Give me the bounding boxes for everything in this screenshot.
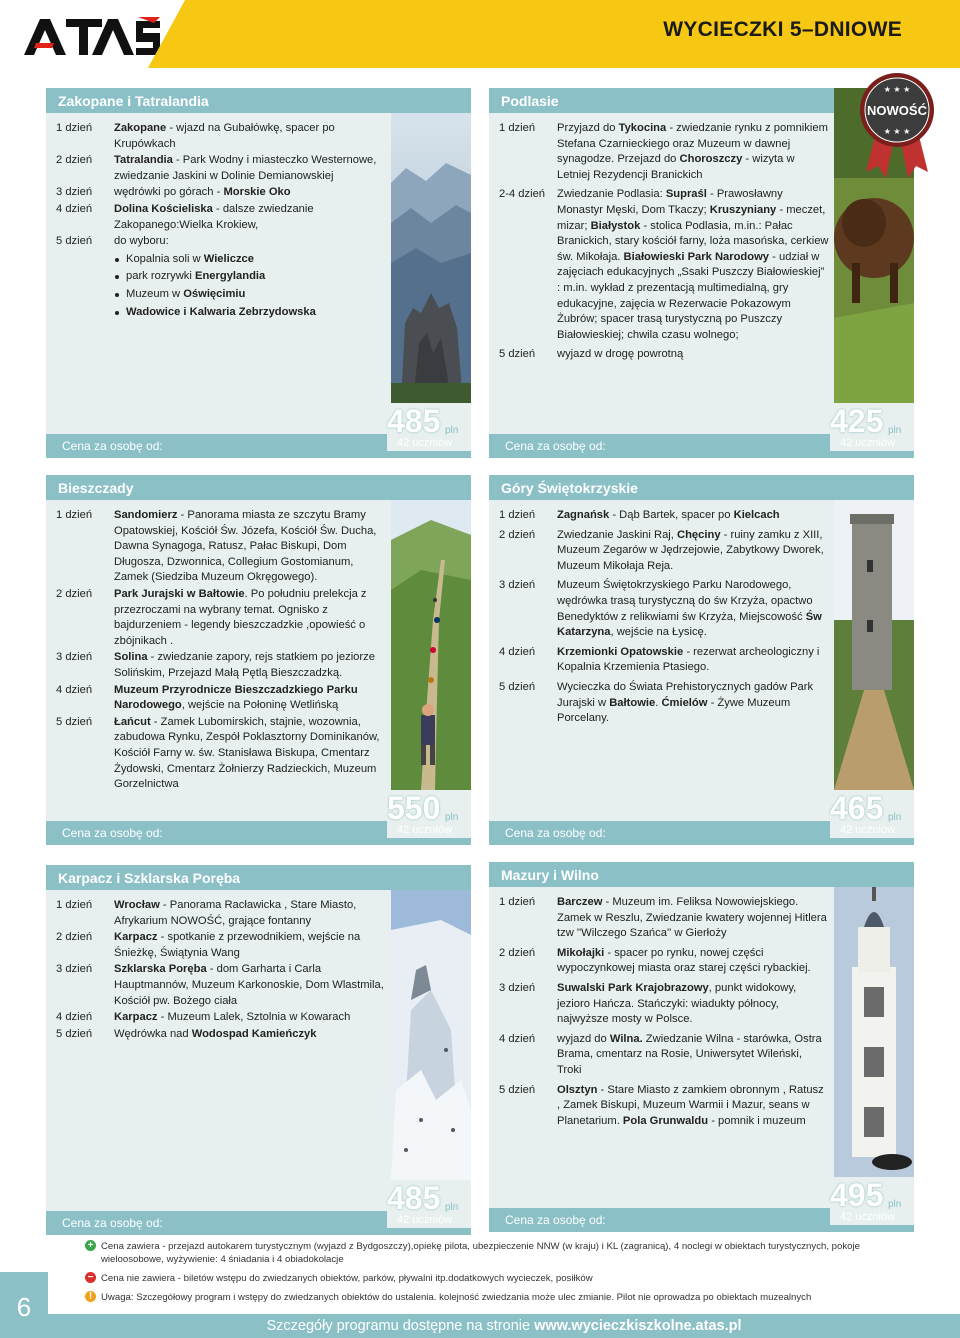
day-row bbox=[56, 185, 386, 201]
logo bbox=[0, 0, 185, 68]
list-item: park rozrywki Energylandia bbox=[114, 269, 386, 285]
day-label: 4 dzień bbox=[56, 683, 93, 696]
day-row bbox=[499, 981, 829, 1028]
card-title: Karpacz i Szklarska Poręba bbox=[46, 865, 471, 890]
tower-photo bbox=[834, 500, 914, 790]
day-row bbox=[499, 895, 829, 942]
day-label: 1 dzień bbox=[56, 122, 93, 134]
day-text: Park Jurajski w Bałtowie. Po południu prelekcja z przezroczami na wybrany temat. Ognisko z bajdurzeniem - legendy bieszczadzkie ,opowieść o zbójnikach . bbox=[114, 587, 367, 647]
price-unit: pln bbox=[888, 1199, 902, 1210]
day-label: 5 dzień bbox=[56, 715, 93, 728]
card-title: Podlasie bbox=[489, 88, 834, 113]
note-warning: ! Uwaga: Szczegółowy program i wstępy do zwiedzanych obiektów do ustalenia. kolejność zwiedzania może ulec zmianie. Pilot nie oprowadza po obiektach muzealnych bbox=[85, 1291, 885, 1304]
card-title: Mazury i Wilno bbox=[489, 862, 914, 887]
svg-text:★ ★ ★: ★ ★ ★ bbox=[883, 85, 911, 94]
day-label: 4 dzień bbox=[56, 202, 93, 215]
day-label: 3 dzień bbox=[56, 186, 93, 199]
day-row bbox=[499, 680, 829, 727]
price-box bbox=[387, 792, 471, 838]
day-row bbox=[56, 153, 386, 184]
atas-logo-icon bbox=[22, 13, 162, 57]
day-label: 3 dzień bbox=[56, 963, 93, 976]
card-swietokrzyskie bbox=[489, 475, 914, 841]
day-label: 5 dzień bbox=[56, 235, 93, 248]
day-row bbox=[499, 1032, 829, 1079]
price-unit: pln bbox=[888, 425, 902, 436]
new-badge bbox=[858, 70, 936, 180]
day-text: Karpacz - Muzeum Lalek, Sztolnia w Kowarach bbox=[114, 1011, 351, 1024]
day-text: Zagnańsk - Dąb Bartek, spacer po Kielcach bbox=[557, 509, 780, 521]
price-box bbox=[830, 792, 914, 838]
day-text: Zakopane - wjazd na Gubałówkę, spacer po Krupówkach bbox=[114, 122, 335, 150]
price-value: 465 bbox=[830, 790, 884, 826]
day-row bbox=[499, 578, 829, 640]
svg-text:★ ★ ★: ★ ★ ★ bbox=[883, 127, 911, 136]
card-zakopane bbox=[46, 88, 471, 454]
itinerary bbox=[56, 508, 386, 794]
price-per: 42 uczniów bbox=[397, 437, 453, 449]
day-text: Zwiedzanie Podlasia: Supraśl - Prawosławny Monastyr Męski, Dom Tkaczy; Kruszyniany - meczet, mizar; Białystok - stolica Podlasia, m.in.: Pałac Branickich, stary kościół farny, loża masońska, cerkiew św. Mikołaja. Białowieski Park Narodowy - udział w zajęciach edukacyjnych „Ssaki Puszczy Białowieskiej” : m.in. wykład z prezentacją multimedialną, gry edukacyjne, zajęcia w Rezerwacie Pokazowym Żubrów; spacer trasą turystyczną po Puszczy Białowieskiej; chwila czasu wolnego; bbox=[557, 188, 829, 341]
price-label: Cena za osobę od: bbox=[505, 1213, 606, 1227]
day-label: 3 dzień bbox=[499, 579, 536, 592]
price-per: 42 uczniów bbox=[840, 437, 896, 449]
price-value: 550 bbox=[387, 790, 441, 826]
day-text: Sandomierz - Panorama miasta ze szczytu Bramy Opatowskiej, Kościół Św. Józefa, Kościół Św. Ducha, Dawna Synagoga, Ratusz, Pałac Biskupi, Dom Długosza, Dzwonnica, Collegium Gostomianum, Zamek (Siedziba Muzeum Okręgowego). bbox=[114, 509, 377, 584]
day-row bbox=[56, 962, 386, 1009]
day-label: 2 dzień bbox=[499, 528, 536, 541]
price-value: 485 bbox=[387, 403, 441, 439]
day-label: 5 dzień bbox=[499, 680, 536, 693]
day-row bbox=[499, 528, 829, 575]
day-text: Wędrówka nad Wodospad Kamieńczyk bbox=[114, 1027, 317, 1040]
day-label: 5 dzień bbox=[499, 1083, 536, 1096]
day-row bbox=[56, 715, 386, 793]
day-label: 2 dzień bbox=[56, 931, 93, 944]
badge-label: NOWOŚĆ bbox=[867, 103, 927, 118]
price-unit: pln bbox=[445, 1202, 459, 1213]
day-label: 1 dzień bbox=[499, 509, 536, 521]
day-label: 2 dzień bbox=[56, 587, 93, 600]
price-box bbox=[387, 405, 471, 451]
page-title: WYCIECZKI 5–DNIOWE bbox=[663, 18, 902, 41]
price-label: Cena za osobę od: bbox=[62, 826, 163, 840]
day-text: Solina - zwiedzanie zapory, rejs statkiem po jeziorze Solińskim, Przejazd Małą Pętlą Bieszczadzką. bbox=[114, 651, 375, 679]
day-label: 2-4 dzień bbox=[499, 188, 546, 201]
day-label: 1 dzień bbox=[499, 896, 536, 908]
day-row bbox=[56, 1027, 386, 1043]
day-row bbox=[56, 930, 386, 961]
mountain-photo bbox=[391, 113, 471, 403]
day-text: Dolina Kościeliska - dalsze zwiedzanie Zakopanego:Wielka Krokiew, bbox=[114, 202, 314, 231]
website-link[interactable]: www.wycieczkiszkolne.atas.pl bbox=[534, 1318, 742, 1334]
day-label: 5 dzień bbox=[56, 1027, 93, 1040]
price-label: Cena za osobę od: bbox=[505, 826, 606, 840]
day-label: 5 dzień bbox=[499, 348, 536, 361]
note-excluded: − Cena nie zawiera - biletów wstępu do zwiedzanych obiektów, parków, pływalni itp.dodatkowych wycieczek, posiłków bbox=[85, 1272, 885, 1285]
note-included: + Cena zawiera - przejazd autokarem turystycznym (wyjazd z Bydgoszczy),opiekę pilota, ubezpieczenie NNW (w kraju) i KL (zagranicą), 4 noclegi w obiektach turystycznych, pokoje wieloosobowe, wyżywienie: 4 śniadania i 4 obiadokolacje bbox=[85, 1240, 885, 1266]
day-text: Tatralandia - Park Wodny i miasteczko Westernowe, zwiedzanie Jaskini w Dolinie Demianowskiej bbox=[114, 154, 377, 182]
day-text: Zwiedzanie Jaskini Raj, Chęciny - ruiny zamku z XIII, Muzeum Zegarów w Jędrzejowie, Zabytkowy Dworek, Muzeum Mikołaja Reja. bbox=[557, 528, 824, 572]
day-text: Wycieczka do Świata Prehistorycznych gadów Park Jurajski w Bałtowie. Ćmielów - Żywe Muzeum Porcelany. bbox=[557, 680, 814, 725]
day-label: 4 dzień bbox=[499, 645, 536, 658]
footer-bar: Szczegóły programu dostępne na stronie www.wycieczkiszkolne.atas.pl bbox=[48, 1314, 960, 1338]
card-title: Góry Świętokrzyskie bbox=[489, 475, 914, 500]
itinerary bbox=[499, 121, 829, 364]
day-row bbox=[56, 898, 386, 929]
price-per: 42 uczniów bbox=[397, 824, 453, 836]
day-text: Olsztyn - Stare Miasto z zamkiem obronnym , Ratusz , Zamek Biskupi, Muzeum Warmii i Mazur, seans w Planetarium. Pola Grunwaldu - pomnik i muzeum bbox=[557, 1083, 824, 1127]
plus-icon: + bbox=[85, 1240, 96, 1251]
day-row bbox=[56, 650, 386, 681]
day-text: Łańcut - Zamek Lubomirskich, stajnie, wozownia, zabudowa Rynku, Zespół Poklasztorny Dominikanów, Kościół Farny w. św. Stanisława Biskupa, Cmentarz Żydowski, Cmentarz Żołnierzy Radzieckich, Muzeum Gorzelnictwa bbox=[114, 715, 380, 791]
price-label: Cena za osobę od: bbox=[505, 439, 606, 453]
day-row bbox=[499, 187, 829, 343]
day-label: 2 dzień bbox=[56, 154, 93, 167]
day-text: Wrocław - Panorama Racławicka , Stare Miasto, Afrykarium NOWOŚĆ, grające fontanny bbox=[114, 899, 357, 927]
day-row bbox=[499, 347, 829, 363]
day-label: 4 dzień bbox=[499, 1032, 536, 1045]
card-bieszczady bbox=[46, 475, 471, 841]
day-label: 4 dzień bbox=[56, 1011, 93, 1024]
day-label: 1 dzień bbox=[499, 122, 536, 134]
minus-icon: − bbox=[85, 1272, 96, 1283]
day-row bbox=[499, 946, 829, 977]
itinerary bbox=[499, 508, 829, 728]
price-unit: pln bbox=[445, 425, 459, 436]
day-text: Krzemionki Opatowskie - rezerwat archeologiczny i Kopalnia Krzemienia Ptasiego. bbox=[557, 645, 820, 674]
day-row bbox=[499, 1083, 829, 1130]
price-value: 425 bbox=[830, 403, 884, 439]
price-box bbox=[830, 405, 914, 451]
list-item: Kopalnia soli w Wieliczce bbox=[114, 252, 386, 268]
day-text: do wyboru: Kopalnia soli w Wieliczce park rozrywki Energylandia Muzeum w Oświęcimiu Wadowice i Kalwaria Zebrzydowska bbox=[114, 234, 386, 322]
page-number: 6 bbox=[0, 1272, 48, 1338]
day-row bbox=[56, 683, 386, 714]
header-bar bbox=[0, 0, 960, 68]
day-row bbox=[56, 121, 386, 152]
itinerary bbox=[56, 121, 386, 323]
option-list bbox=[114, 252, 386, 320]
day-text: wyjazd w drogę powrotną bbox=[557, 348, 684, 361]
price-label: Cena za osobę od: bbox=[62, 439, 163, 453]
day-label: 1 dzień bbox=[56, 899, 93, 911]
card-karpacz bbox=[46, 865, 471, 1231]
card-mazury bbox=[489, 862, 914, 1228]
card-podlasie bbox=[489, 88, 914, 454]
price-unit: pln bbox=[888, 812, 902, 823]
price-per: 42 uczniów bbox=[397, 1214, 453, 1226]
day-text: Muzeum Przyrodnicze Bieszczadzkiego Parku Narodowego, wejście na Połoninę Wetlińską bbox=[114, 683, 358, 712]
day-text: Muzeum Świętokrzyskiego Parku Narodowego, wędrówka trasą turystyczną do św Krzyża, opactwo Benedyktów z relikwiami św Krzyża, Miejscowość Św Katarzyna, wejście na Łysicę. bbox=[557, 579, 822, 639]
day-row bbox=[56, 1010, 386, 1026]
day-row bbox=[499, 508, 829, 524]
day-row bbox=[56, 234, 386, 322]
day-label: 2 dzień bbox=[499, 946, 536, 959]
price-unit: pln bbox=[445, 812, 459, 823]
card-title: Bieszczady bbox=[46, 475, 471, 500]
day-text: Karpacz - spotkanie z przewodnikiem, wejście na Śnieżkę, Świątynia Wang bbox=[114, 931, 361, 959]
list-item: Muzeum w Oświęcimiu bbox=[114, 287, 386, 303]
day-text: Suwalski Park Krajobrazowy, punkt widokowy, jezioro Hańcza. Stańczyki: wiadukty północy, najwyższe mosty w Polsce. bbox=[557, 981, 797, 1026]
day-text: Mikołajki - spacer po rynku, nowej części wypoczynkowej miasta oraz starej części rybackiej. bbox=[557, 946, 811, 975]
day-text: wędrówki po górach - Morskie Oko bbox=[114, 186, 291, 199]
card-title: Zakopane i Tatralandia bbox=[46, 88, 471, 113]
itinerary bbox=[499, 895, 829, 1130]
day-label: 3 dzień bbox=[499, 981, 536, 994]
day-text: Szklarska Poręba - dom Garharta i Carla Hauptmannów, Muzeum Karkonoskie, Dom Wlastmila, Kościół pw. Bożego ciała bbox=[114, 963, 384, 1007]
itinerary bbox=[56, 898, 386, 1043]
day-row bbox=[499, 645, 829, 676]
day-text: Przyjazd do Tykocina - zwiedzanie rynku z pomnikiem Stefana Czarnieckiego oraz Muzeum w dawnej synagodze. Przejazd do Choroszczy - wizyta w Letniej Rezydencji Branickich bbox=[557, 122, 828, 181]
day-row bbox=[56, 202, 386, 233]
warning-icon: ! bbox=[85, 1291, 96, 1302]
belfry-photo bbox=[834, 887, 914, 1177]
price-box bbox=[387, 1182, 471, 1228]
price-per: 42 uczniów bbox=[840, 1211, 896, 1223]
day-text: wyjazd do Wilna. Zwiedzanie Wilna - starówka, Ostra Brama, cmentarz na Rosie, Uniwersytet Wileński, Troki bbox=[557, 1032, 822, 1076]
day-row bbox=[56, 587, 386, 649]
day-label: 3 dzień bbox=[56, 651, 93, 664]
list-item: Wadowice i Kalwaria Zebrzydowska bbox=[114, 305, 386, 321]
day-row bbox=[499, 121, 829, 183]
price-value: 495 bbox=[830, 1177, 884, 1213]
price-per: 42 uczniów bbox=[840, 824, 896, 836]
snow-mountain-photo bbox=[391, 890, 471, 1180]
day-text: Barczew - Muzeum im. Feliksa Nowowiejskiego. Zamek w Reszlu, Zwiedzanie kwatery wojennej Hitlera tzw ''Wilczego Szańca'' w Gierłoży bbox=[557, 896, 827, 940]
day-row bbox=[56, 508, 386, 586]
hiking-photo bbox=[391, 500, 471, 790]
price-label: Cena za osobę od: bbox=[62, 1216, 163, 1230]
price-value: 485 bbox=[387, 1180, 441, 1216]
price-box bbox=[830, 1179, 914, 1225]
day-label: 1 dzień bbox=[56, 509, 93, 521]
